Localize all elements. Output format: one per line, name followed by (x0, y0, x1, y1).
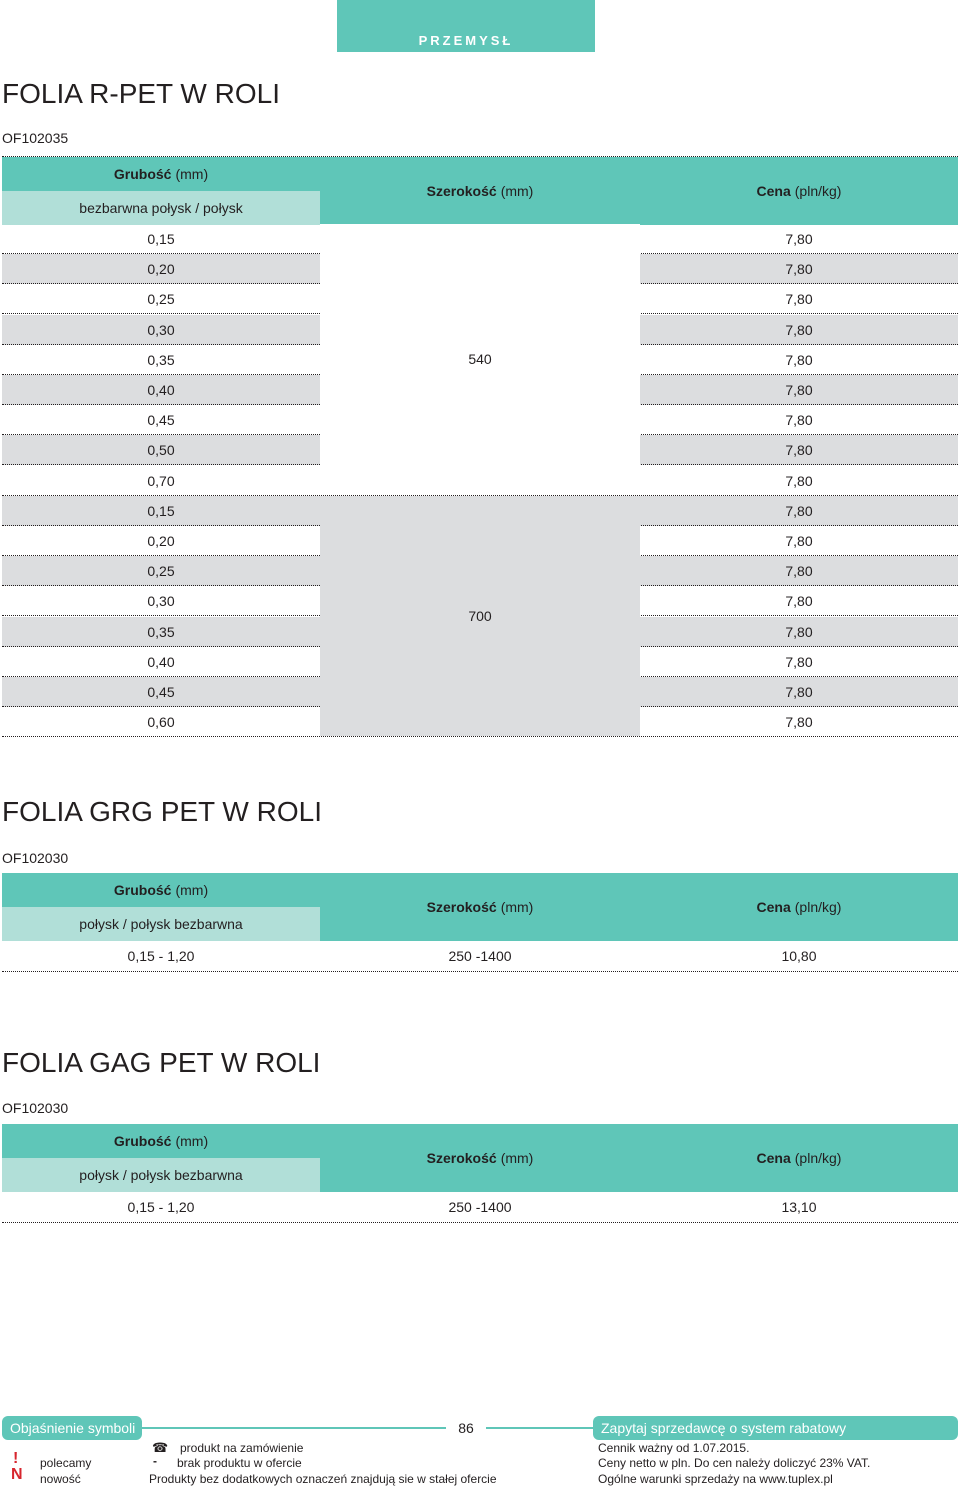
price-cell: 7,80 (785, 351, 813, 368)
thickness-header: Grubość (mm) (2, 873, 320, 907)
thickness-cell: 0,40 (147, 382, 175, 398)
price-valid-note: Cennik ważny od 1.07.2015. (598, 1441, 750, 1455)
price-cell: 7,80 (785, 291, 813, 308)
thickness-cell: 0,60 (147, 714, 175, 731)
price-cell: 7,80 (785, 412, 813, 429)
thickness-subheader: połysk / połysk bezbarwna (2, 907, 320, 941)
thickness-subheader: bezbarwna połysk / połysk (2, 191, 320, 225)
legend-standard: Produkty bez dodatkowych oznaczeń znajdują sie w stałej ofercie (149, 1472, 497, 1486)
table-header (2, 873, 958, 941)
thickness-cell: 0,35 (147, 351, 175, 368)
section-title: FOLIA GRG PET W ROLI (2, 796, 322, 827)
table-row (2, 1192, 958, 1223)
vat-note: Ceny netto w pln. Do cen należy doliczyć 23% VAT. (598, 1456, 871, 1470)
product-code: OF102035 (2, 130, 69, 146)
legend-title: Objaśnienie symboli (2, 1416, 142, 1440)
price-cell: 7,80 (785, 714, 813, 731)
footer-divider (140, 1427, 450, 1429)
width-cell: 540 (320, 224, 640, 495)
terms-note: Ogólne warunki sprzedaży na www.tuplex.pl (598, 1472, 833, 1486)
price-cell: 7,80 (785, 382, 813, 398)
section-title: FOLIA GAG PET W ROLI (2, 1047, 321, 1078)
thickness-cell: 0,20 (147, 533, 175, 549)
width-cell: 700 (320, 496, 640, 737)
width-cell: 250 -1400 (448, 948, 512, 964)
thickness-header: Grubość (mm) (2, 157, 320, 191)
legend-new: nowość (40, 1472, 81, 1486)
recommended-icon: ! (13, 1450, 19, 1467)
footer-divider (484, 1427, 596, 1429)
phone-icon: ☎ (152, 1440, 169, 1455)
price-cell: 7,80 (785, 442, 813, 459)
table-header (2, 1124, 958, 1192)
thickness-cell: 0,20 (147, 261, 175, 278)
page-number: 86 (446, 1416, 486, 1440)
legend-not-in-offer: brak produktu w ofercie (177, 1456, 302, 1470)
new-icon: N (11, 1466, 23, 1483)
category-tab (337, 0, 595, 52)
price-cell: 7,80 (785, 533, 813, 549)
thickness-cell: 0,30 (147, 593, 175, 610)
thickness-cell: 0,25 (147, 563, 175, 580)
category-tab-label: PRZEMYSŁ (418, 33, 514, 48)
thickness-cell: 0,40 (147, 653, 175, 670)
dash-icon: - (153, 1454, 157, 1468)
price-header: Cena (pln/kg) (640, 1124, 958, 1192)
price-cell: 7,80 (785, 684, 813, 700)
section-title: FOLIA R-PET W ROLI (2, 78, 280, 109)
width-cell: 250 -1400 (448, 1199, 512, 1215)
price-header: Cena (pln/kg) (640, 873, 958, 941)
thickness-cell: 0,30 (147, 321, 175, 338)
price-cell: 10,80 (781, 948, 817, 964)
price-cell: 7,80 (785, 261, 813, 278)
width-header: Szerokość (mm) (320, 873, 640, 941)
thickness-cell: 0,15 (147, 502, 175, 519)
price-cell: 7,80 (785, 653, 813, 670)
price-cell: 7,80 (785, 623, 813, 640)
thickness-cell: 0,45 (147, 684, 175, 700)
price-cell: 7,80 (785, 502, 813, 519)
thickness-cell: 0,15 - 1,20 (127, 1199, 195, 1215)
thickness-cell: 0,45 (147, 412, 175, 429)
legend-on-order: produkt na zamówienie (180, 1441, 304, 1455)
price-cell: 7,80 (785, 321, 813, 338)
product-code: OF102030 (2, 850, 69, 866)
price-cell: 7,80 (785, 593, 813, 610)
product-code: OF102030 (2, 1100, 69, 1116)
table-header (2, 156, 958, 225)
width-header: Szerokość (mm) (320, 1124, 640, 1192)
thickness-header: Grubość (mm) (2, 1124, 320, 1158)
thickness-cell: 0,15 - 1,20 (127, 948, 195, 964)
thickness-cell: 0,50 (147, 442, 175, 459)
thickness-cell: 0,25 (147, 291, 175, 308)
thickness-cell: 0,35 (147, 623, 175, 640)
legend-recommended: polecamy (40, 1456, 92, 1470)
price-cell: 7,80 (785, 563, 813, 580)
thickness-cell: 0,15 (147, 231, 175, 247)
price-header: Cena (pln/kg) (640, 157, 958, 225)
thickness-subheader: połysk / połysk bezbarwna (2, 1158, 320, 1192)
table-row (2, 941, 958, 972)
width-header: Szerokość (mm) (320, 157, 640, 225)
price-cell: 13,10 (781, 1199, 817, 1215)
price-cell: 7,80 (785, 472, 813, 489)
price-cell: 7,80 (785, 231, 813, 247)
rabat-note: Zapytaj sprzedawcę o system rabatowy (593, 1416, 958, 1440)
thickness-cell: 0,70 (147, 472, 175, 489)
